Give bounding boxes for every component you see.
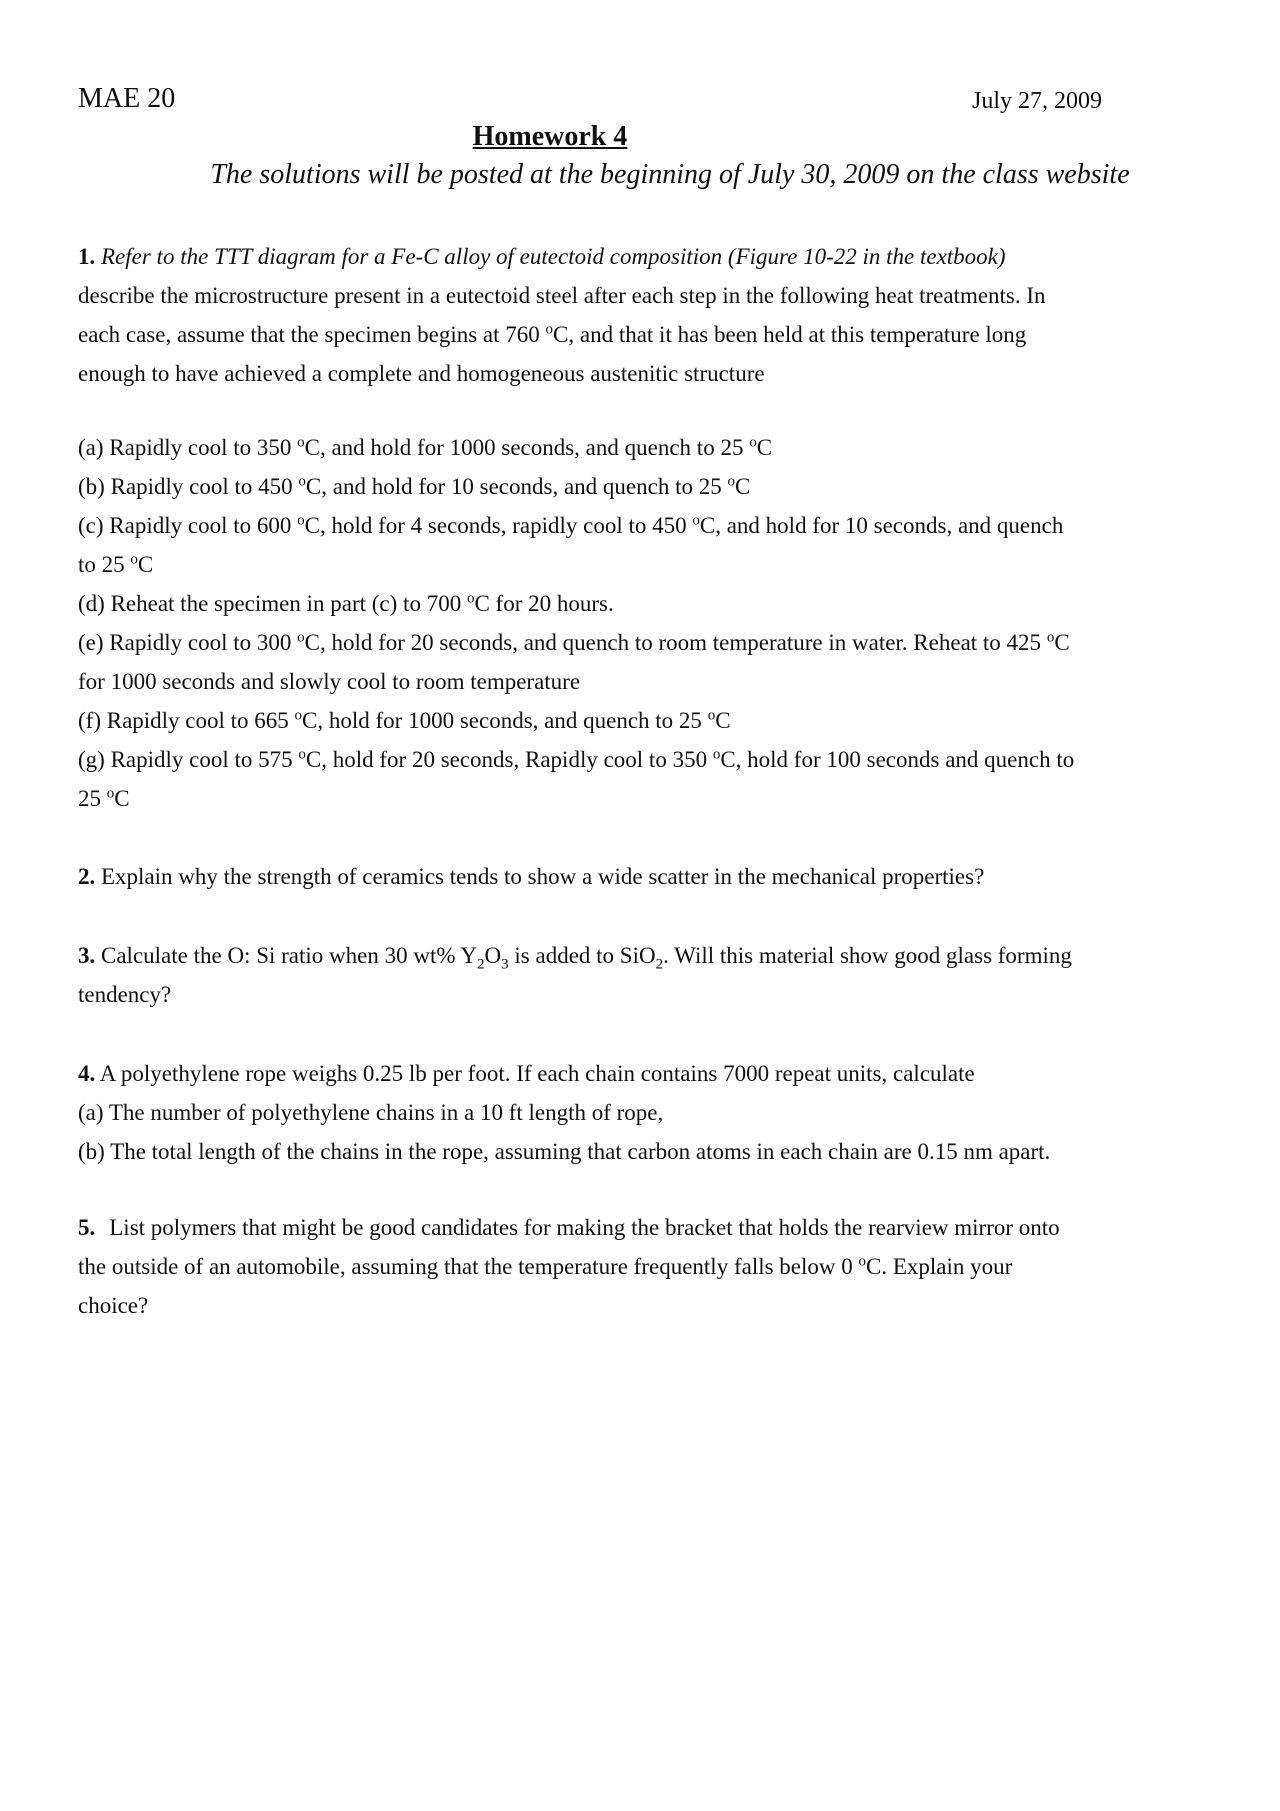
text-fragment: (g) Rapidly cool to 575	[78, 747, 299, 772]
question-1-line-4: enough to have achieved a complete and homogeneous austenitic structure	[78, 361, 765, 386]
part-a	[78, 428, 1208, 467]
text-fragment: is added to SiO	[508, 943, 656, 968]
question-5-number: 5.	[78, 1215, 96, 1240]
text-fragment: (a) Rapidly cool to 350	[78, 435, 298, 460]
text-fragment: C	[734, 474, 751, 499]
text-fragment: (c) Rapidly cool to 600	[78, 513, 298, 538]
text-fragment: C	[715, 708, 731, 733]
question-4-number: 4.	[78, 1061, 96, 1086]
text-fragment: (d) Reheat the specimen in part (c) to 700	[78, 591, 467, 616]
degree-mark: o	[749, 434, 757, 451]
text-fragment: the outside of an automobile, assuming that the temperature frequently falls below 0	[78, 1254, 859, 1279]
question-5-line-3: choice?	[78, 1293, 149, 1318]
degree-mark: o	[727, 473, 735, 490]
question-1-parts	[78, 428, 1208, 818]
question-2-text: Explain why the strength of ceramics tends to show a wide scatter in the mechanical properties?	[101, 864, 985, 889]
degree-mark: o	[466, 590, 475, 607]
question-4	[78, 1054, 1208, 1171]
text-fragment: C, hold for 100 seconds and quench to	[720, 747, 1075, 772]
text-fragment: C	[756, 435, 773, 460]
question-4-part-b: (b) The total length of the chains in the rope, assuming that carbon atoms in each chain are 0.15 nm apart.	[78, 1139, 1051, 1164]
text-fragment: C, hold for 1000 seconds, and quench to 25	[302, 708, 708, 733]
degree-mark: o	[1046, 629, 1055, 646]
part-g-cont	[78, 779, 1208, 818]
question-5-text: List polymers that might be good candidates for making the bracket that holds the rearview mirror onto	[109, 1215, 1060, 1240]
page-title: Homework 4	[472, 121, 628, 152]
question-4-line-1	[78, 1054, 1208, 1093]
part-d	[78, 584, 1208, 623]
part-c-cont	[78, 545, 1208, 584]
question-1-intro: Refer to the TTT diagram for a Fe-C alloy of eutectoid composition (Figure 10-22 in the textbook)	[101, 244, 1006, 269]
degree-mark: o	[294, 707, 303, 724]
question-3	[78, 936, 1208, 1014]
text-fragment: C, hold for 20 seconds, and quench to room temperature in water. Reheat to 425	[304, 630, 1047, 655]
question-2	[78, 857, 1208, 896]
part-g	[78, 740, 1208, 779]
document-date: July 27, 2009	[971, 88, 1102, 114]
text-fragment: . Will this material show good glass forming	[663, 943, 1072, 968]
degree-mark: o	[297, 512, 305, 529]
part-b	[78, 467, 1208, 506]
text-fragment: C. Explain your	[866, 1254, 1013, 1279]
text-fragment: C, and hold for 10 seconds, and quench	[699, 513, 1064, 538]
question-5-line-1	[78, 1208, 1208, 1247]
text-fragment: (b) Rapidly cool to 450	[78, 474, 299, 499]
degree-mark: o	[692, 512, 700, 529]
subscript: 2	[477, 956, 485, 973]
text-fragment: C, and hold for 1000 seconds, and quench to 25	[304, 435, 750, 460]
question-3-number: 3.	[78, 943, 96, 968]
text-fragment: C	[137, 552, 154, 577]
degree-mark: o	[545, 321, 554, 338]
text-fragment: C for 20 hours.	[474, 591, 614, 616]
degree-mark: o	[130, 551, 138, 568]
question-1-line-3	[78, 315, 1208, 354]
subscript: 3	[501, 956, 509, 973]
text-fragment: C, hold for 20 seconds, Rapidly cool to 350	[305, 747, 713, 772]
question-1	[78, 237, 1208, 393]
question-1-line-2: describe the microstructure present in a eutectoid steel after each step in the following heat treatments. In	[78, 283, 1046, 308]
text-fragment: C, and that it has been held at this temperature long	[553, 322, 1027, 347]
question-3-line-2: tendency?	[78, 982, 172, 1007]
text-fragment: C, and hold for 10 seconds, and quench to 25	[305, 474, 728, 499]
degree-mark: o	[858, 1253, 867, 1270]
question-4-text: A polyethylene rope weighs 0.25 lb per foot. If each chain contains 7000 repeat units, calculate	[99, 1061, 975, 1086]
text-fragment: to 25	[78, 552, 131, 577]
part-f	[78, 701, 1208, 740]
degree-mark: o	[297, 629, 305, 646]
question-4-part-a: (a) The number of polyethylene chains in a 10 ft length of rope,	[78, 1100, 664, 1125]
question-5-line-2	[78, 1247, 1208, 1286]
degree-mark: o	[298, 473, 306, 490]
question-1-number: 1.	[78, 244, 96, 269]
question-3-line-1	[78, 936, 1208, 975]
question-5	[78, 1208, 1208, 1325]
part-c	[78, 506, 1208, 545]
text-fragment: Calculate the O: Si ratio when 30 wt% Y	[101, 943, 478, 968]
degree-mark: o	[712, 746, 721, 763]
text-fragment: C	[114, 786, 130, 811]
part-e-cont: for 1000 seconds and slowly cool to room temperature	[78, 669, 581, 694]
part-e	[78, 623, 1208, 662]
text-fragment: (f) Rapidly cool to 665	[78, 708, 295, 733]
degree-mark: o	[707, 707, 716, 724]
text-fragment: O	[484, 943, 502, 968]
question-2-number: 2.	[78, 864, 96, 889]
degree-mark: o	[297, 434, 305, 451]
subscript: 2	[655, 956, 664, 973]
degree-mark: o	[106, 785, 115, 802]
text-fragment: C	[1054, 630, 1070, 655]
page-subtitle: The solutions will be posted at the beginning of July 30, 2009 on the class website	[210, 159, 1130, 190]
text-fragment: 25	[78, 786, 107, 811]
question-2-line	[78, 857, 1208, 896]
degree-mark: o	[298, 746, 306, 763]
text-fragment: C, hold for 4 seconds, rapidly cool to 450	[304, 513, 693, 538]
text-fragment: (e) Rapidly cool to 300	[78, 630, 298, 655]
question-1-line-1	[78, 237, 1208, 276]
text-fragment: each case, assume that the specimen begins at 760	[78, 322, 546, 347]
course-code: MAE 20	[78, 83, 176, 114]
